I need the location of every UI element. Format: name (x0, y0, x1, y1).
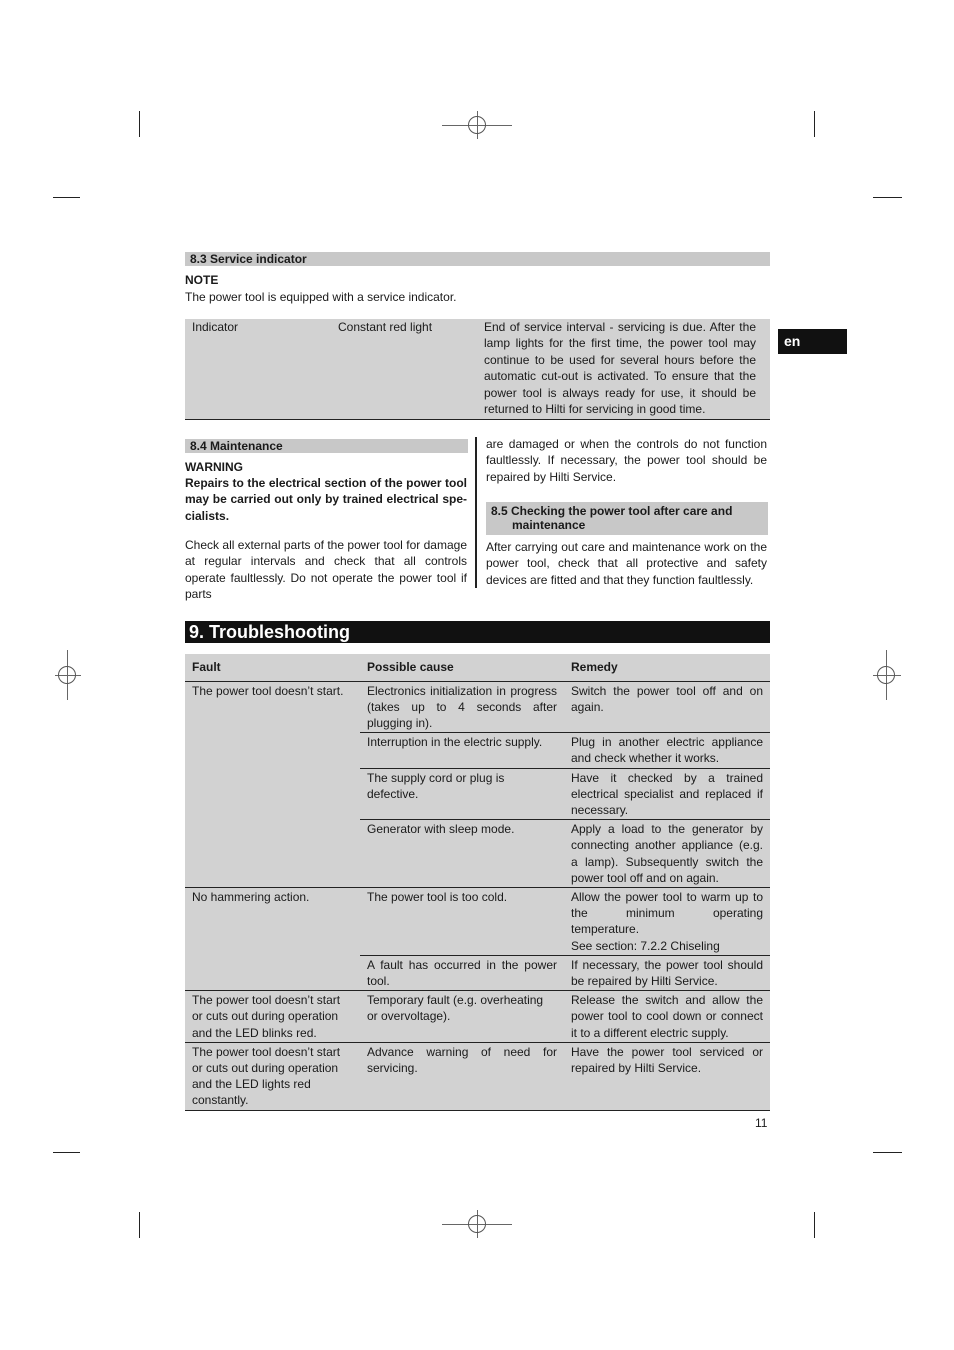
indicator-state: Constant red light (338, 320, 433, 334)
checking-body: After carrying out care and maintenance work on the power tool, check that all protective and safety devices are fitted and that they function faultlessly. (486, 540, 767, 587)
table-row (185, 1042, 770, 1110)
cause-cell: Generator with sleep mode. (360, 820, 564, 888)
checking-heading-line2: maintenance (512, 518, 586, 532)
table-row (185, 887, 770, 955)
section-heading-maintenance: 8.4 Maintenance (185, 439, 468, 453)
note-text: The power tool is equipped with a service indicator. (185, 290, 457, 304)
section-heading-service-indicator: 8.3 Service indicator (185, 252, 770, 266)
remedy-see-section: See section: 7.2.2 Chiseling (571, 938, 720, 953)
remedy-cell: Plug in another electric appliance and check whether it works. (564, 733, 770, 768)
indicator-label: Indicator (192, 320, 239, 334)
maintenance-body: Check all external parts of the power tool for damage at regular intervals and check that all controls operate faultlessly. Do not operate the power tool if parts (185, 538, 467, 602)
remedy-cell: Have it checked by a trained electrical specialist and replaced if necessary. (564, 768, 770, 820)
remedy-cell: Apply a load to the generator by connecting another appliance (e.g. a lamp). Subsequently switch the power tool off and on again. (564, 820, 770, 888)
language-tab: en (778, 329, 847, 354)
fault-cell: No hammering action. (185, 887, 360, 990)
cause-cell: Electronics initialization in progress (takes up to 4 seconds after plugging in). (360, 681, 564, 733)
troubleshooting-title: 9. Troubleshooting (185, 621, 770, 643)
page-number: 11 (755, 1116, 768, 1130)
checking-heading-line1: 8.5 Checking the power tool after care and (491, 504, 733, 518)
cause-cell: The power tool is too cold. (360, 887, 564, 955)
service-indicator-table (185, 319, 770, 420)
remedy-cell: Switch the power tool off and on again. (564, 681, 770, 733)
cause-cell: Advance warning of need for servicing. (360, 1042, 564, 1110)
fault-cell: The power tool doesn’t start. (185, 681, 360, 887)
header-cause: Possible cause (360, 654, 564, 681)
fault-cell: The power tool doesn’t start or cuts out during operation and the LED lights red constantly. (185, 1042, 360, 1110)
header-fault: Fault (185, 654, 360, 681)
remedy-cell: Have the power tool serviced or repaired by Hilti Service. (564, 1042, 770, 1110)
table-row (185, 991, 770, 1043)
column-divider (475, 437, 477, 588)
remedy-cell: If necessary, the power tool should be repaired by Hilti Service. (564, 955, 770, 990)
cause-cell: The supply cord or plug is defective. (360, 768, 564, 820)
remedy-text: Allow the power tool to warm up to the minimum operating temperature. (571, 889, 763, 937)
fault-cell: The power tool doesn’t start or cuts out during operation and the LED blinks red. (185, 991, 360, 1043)
cause-cell: Interruption in the electric supply. (360, 733, 564, 768)
remedy-cell: Release the switch and allow the power tool to cool down or connect it to a different electric supply. (564, 991, 770, 1043)
maintenance-body-continued: are damaged or when the controls do not function faultlessly. If necessary, the power tool should be repaired by Hilti Service. (486, 437, 767, 484)
cause-cell: A fault has occurred in the power tool. (360, 955, 564, 990)
troubleshooting-table (185, 654, 770, 1111)
warning-label: WARNING (185, 460, 243, 474)
table-header-row (185, 654, 770, 681)
header-remedy: Remedy (564, 654, 770, 681)
cause-cell: Temporary fault (e.g. overheating or overvoltage). (360, 991, 564, 1043)
remedy-cell (564, 887, 770, 955)
note-label: NOTE (185, 273, 219, 287)
table-row (185, 681, 770, 733)
warning-text: Repairs to the electrical section of the power tool may be carried out only by trained electrical spe-cialists. (185, 476, 467, 523)
indicator-description: End of service interval - servicing is due. After the lamp lights for the first time, the power tool may continue to be used for several hours before the automatic cut-out is activated. To ensure that the power tool is always ready for use, it should be returned to Hilti for servicing in good time. (484, 320, 756, 417)
section-heading-checking (486, 502, 768, 535)
